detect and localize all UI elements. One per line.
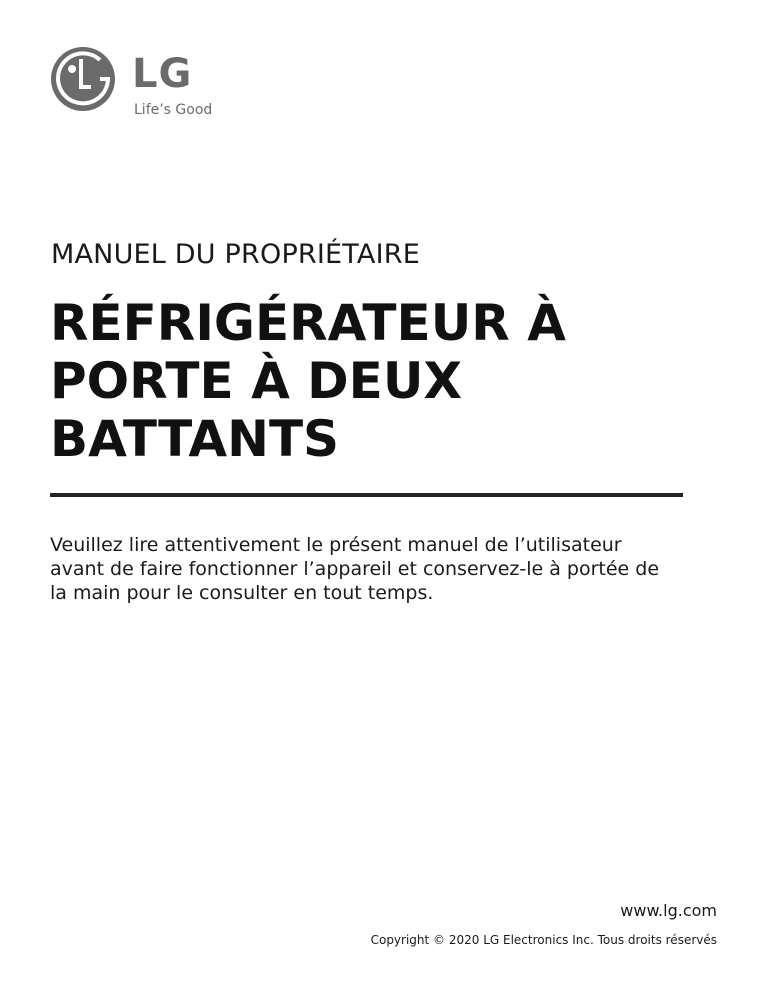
lg-logo: [50, 46, 230, 122]
title-divider: [50, 493, 683, 497]
intro-line: la main pour le consulter en tout temps.: [50, 582, 434, 604]
document-type: MANUEL DU PROPRIÉTAIRE: [51, 239, 420, 270]
copyright-notice: Copyright © 2020 LG Electronics Inc. Tous droits réservés: [370, 933, 717, 947]
brand-name: LG: [132, 51, 193, 97]
website-link: www.lg.com: [620, 901, 717, 920]
intro-line: Veuillez lire attentivement le présent manuel de l’utilisateur: [50, 534, 622, 556]
lg-face-icon: [50, 46, 116, 112]
title-line: BATTANTS: [50, 410, 340, 468]
document-title: [50, 294, 710, 468]
title-line: PORTE À DEUX: [50, 352, 462, 410]
intro-line: avant de faire fonctionner l’appareil et conservez-le à portée de: [50, 558, 660, 580]
title-line: RÉFRIGÉRATEUR À: [50, 294, 566, 352]
brand-tagline: Life’s Good: [134, 102, 213, 118]
intro-paragraph: [50, 533, 710, 605]
